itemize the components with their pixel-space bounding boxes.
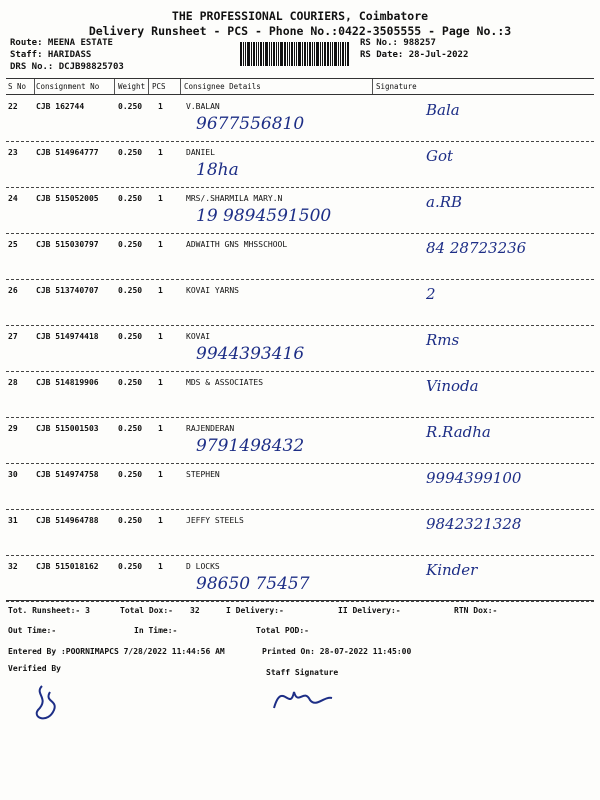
handwritten-phone: 9791498432 [196, 436, 305, 456]
row-pcs: 1 [158, 148, 163, 157]
handwritten-phone: 9944393416 [196, 344, 305, 364]
rs-date: RS Date: 28-Jul-2022 [360, 50, 469, 60]
row-consignment: CJB 515052005 [36, 194, 99, 203]
verified-signature [30, 680, 80, 730]
table-row [6, 327, 594, 373]
ii-delivery: II Delivery:- [338, 606, 401, 615]
barcode-bar [269, 42, 270, 66]
staff-signature-label: Staff Signature [266, 668, 339, 677]
table-row [6, 373, 594, 419]
row-consignee: MDS & ASSOCIATES [186, 378, 264, 387]
row-sno: 31 [8, 516, 18, 525]
col-divider [148, 79, 149, 95]
row-consignment: CJB 162744 [36, 102, 85, 111]
barcode-bar [245, 42, 246, 66]
row-pcs: 1 [158, 194, 163, 203]
row-sno: 30 [8, 470, 18, 479]
in-time: In Time:- [134, 626, 178, 635]
handwritten-signature: Bala [426, 101, 460, 119]
barcode-bar [312, 42, 313, 66]
barcode-bar [289, 42, 290, 66]
row-divider [6, 555, 594, 556]
row-divider [6, 187, 594, 188]
col-signature: Signature [376, 82, 417, 91]
header-bottom-rule [6, 94, 594, 95]
row-consignee: V.BALAN [186, 102, 220, 111]
barcode-bar [320, 42, 321, 66]
row-consignment: CJB 515001503 [36, 424, 99, 433]
table-row [6, 97, 594, 143]
handwritten-phone: 9677556810 [196, 114, 305, 134]
barcode-bar [251, 42, 252, 66]
barcode-bar [240, 42, 242, 66]
row-pcs: 1 [158, 102, 163, 111]
rtn-dox: RTN Dox:- [454, 606, 498, 615]
row-sno: 26 [8, 286, 18, 295]
row-weight: 0.250 [118, 240, 143, 249]
barcode-bar [309, 42, 311, 66]
barcode-bar [243, 42, 244, 66]
table-row [6, 143, 594, 189]
row-sno: 28 [8, 378, 18, 387]
barcode-bar [345, 42, 346, 66]
row-sno: 25 [8, 240, 18, 249]
barcode-bar [324, 42, 326, 66]
row-consignee: KOVAI [186, 332, 211, 341]
table-row [6, 419, 594, 465]
runsheet-subtitle: Delivery Runsheet - PCS - Phone No.:0422-3505555 - Page No.:3 [88, 24, 512, 38]
row-weight: 0.250 [118, 516, 143, 525]
barcode-bar [342, 42, 344, 66]
row-consignment: CJB 513740707 [36, 286, 99, 295]
row-sno: 27 [8, 332, 18, 341]
handwritten-signature: 84 28723236 [426, 239, 527, 257]
barcode-bar [294, 42, 295, 66]
barcode-bar [260, 42, 262, 66]
row-weight: 0.250 [118, 102, 143, 111]
total-pod: Total POD:- [256, 626, 309, 635]
row-consignee: RAJENDERAN [186, 424, 235, 433]
row-pcs: 1 [158, 516, 163, 525]
row-sno: 24 [8, 194, 18, 203]
row-weight: 0.250 [118, 562, 143, 571]
barcode-bar [307, 42, 308, 66]
row-divider [6, 463, 594, 464]
barcode-bar [302, 42, 303, 66]
entered-by: Entered By :POORNIMAPCS 7/28/2022 11:44:56 AM [8, 647, 225, 656]
staff-signature [268, 678, 338, 718]
row-pcs: 1 [158, 240, 163, 249]
table-row [6, 557, 594, 603]
row-divider [6, 279, 594, 280]
row-weight: 0.250 [118, 286, 143, 295]
row-pcs: 1 [158, 378, 163, 387]
barcode-bar [278, 42, 279, 66]
barcode-bar [265, 42, 268, 66]
row-consignee: JEFFY STEELS [186, 516, 244, 525]
barcode-bar [253, 42, 255, 66]
handwritten-signature: 9994399100 [426, 469, 522, 487]
company-title: THE PROFESSIONAL COURIERS, Coimbatore [171, 9, 429, 23]
row-consignee: D LOCKS [186, 562, 220, 571]
barcode-bar [304, 42, 306, 66]
row-weight: 0.250 [118, 148, 143, 157]
row-sno: 23 [8, 148, 18, 157]
row-consignment: CJB 514964788 [36, 516, 99, 525]
handwritten-signature: 2 [426, 285, 436, 303]
col-divider [114, 79, 115, 95]
row-consignment: CJB 515030797 [36, 240, 99, 249]
row-pcs: 1 [158, 332, 163, 341]
barcode-bar [330, 42, 331, 66]
table-row [6, 511, 594, 557]
handwritten-phone: 19 9894591500 [196, 206, 332, 226]
barcode-bar [280, 42, 283, 66]
table-header [6, 79, 594, 95]
barcode-bar [287, 42, 288, 66]
handwritten-phone: 98650 75457 [196, 574, 310, 594]
row-sno: 32 [8, 562, 18, 571]
handwritten-signature: a.RB [426, 193, 463, 211]
tot-runsheet: Tot. Runsheet:- 3 [8, 606, 90, 615]
row-consignee: DANIEL [186, 148, 215, 157]
row-pcs: 1 [158, 286, 163, 295]
barcode-bar [334, 42, 337, 66]
row-divider [6, 371, 594, 372]
row-sno: 29 [8, 424, 18, 433]
col-sno: S No [8, 82, 27, 91]
row-consignment: CJB 514819906 [36, 378, 99, 387]
handwritten-signature: Kinder [426, 561, 478, 579]
col-consignee: Consignee Details [184, 82, 261, 91]
verified-by: Verified By [8, 664, 61, 673]
handwritten-signature: Rms [426, 331, 460, 349]
barcode-bar [340, 42, 341, 66]
row-pcs: 1 [158, 562, 163, 571]
barcode-bar [316, 42, 319, 66]
barcode-bar [258, 42, 259, 66]
table-row [6, 281, 594, 327]
route-label: Route: MEENA ESTATE [10, 38, 113, 48]
printed-on: Printed On: 28-07-2022 11:45:00 [262, 647, 412, 656]
barcode-bar [327, 42, 329, 66]
row-weight: 0.250 [118, 332, 143, 341]
row-pcs: 1 [158, 470, 163, 479]
row-consignment: CJB 514974758 [36, 470, 99, 479]
row-divider [6, 233, 594, 234]
table-row [6, 235, 594, 281]
row-consignment: CJB 515018162 [36, 562, 99, 571]
row-divider [6, 601, 594, 602]
staff-label: Staff: HARIDASS [10, 50, 92, 60]
handwritten-phone: 18ha [196, 160, 239, 180]
barcode-bar [332, 42, 333, 66]
row-sno: 22 [8, 102, 18, 111]
drs-number: DRS No.: DCJB98825703 [10, 62, 124, 72]
col-pcs: PCS [152, 82, 166, 91]
row-divider [6, 417, 594, 418]
handwritten-signature: 9842321328 [426, 515, 522, 533]
barcode-bar [273, 42, 275, 66]
barcode-bar [298, 42, 301, 66]
barcode-bar [263, 42, 264, 66]
barcode-bar [256, 42, 257, 66]
barcode-bar [347, 42, 349, 66]
row-consignee: KOVAI YARNS [186, 286, 239, 295]
barcode-bar [338, 42, 339, 66]
col-divider [180, 79, 181, 95]
row-divider [6, 325, 594, 326]
row-pcs: 1 [158, 424, 163, 433]
col-weight: Weight [118, 82, 146, 91]
table-row [6, 189, 594, 235]
barcode-bar [247, 42, 250, 66]
row-consignee: ADWAITH GNS MHSSCHOOL [186, 240, 288, 249]
barcode-bar [271, 42, 272, 66]
row-divider [6, 141, 594, 142]
handwritten-signature: Vinoda [426, 377, 479, 395]
barcode-bar [284, 42, 286, 66]
barcode [240, 42, 350, 66]
col-divider [372, 79, 373, 95]
out-time: Out Time:- [8, 626, 57, 635]
table-row [6, 465, 594, 511]
total-dox-value: 32 [190, 606, 200, 615]
i-delivery: I Delivery:- [226, 606, 284, 615]
barcode-bar [322, 42, 323, 66]
handwritten-signature: Got [426, 147, 454, 165]
row-divider [6, 509, 594, 510]
handwritten-signature: R.Radha [426, 423, 491, 441]
barcode-bar [276, 42, 277, 66]
row-weight: 0.250 [118, 194, 143, 203]
col-divider [34, 79, 35, 95]
barcode-bar [314, 42, 315, 66]
total-dox-label: Total Dox:- [120, 606, 173, 615]
row-weight: 0.250 [118, 424, 143, 433]
row-weight: 0.250 [118, 470, 143, 479]
row-consignee: STEPHEN [186, 470, 220, 479]
row-weight: 0.250 [118, 378, 143, 387]
row-consignment: CJB 514974418 [36, 332, 99, 341]
row-consignee: MRS/.SHARMILA MARY.N [186, 194, 283, 203]
rs-number: RS No.: 988257 [360, 38, 436, 48]
footer-rule [6, 600, 594, 601]
row-consignment: CJB 514964777 [36, 148, 99, 157]
barcode-bar [291, 42, 293, 66]
col-consignment: Consignment No [36, 82, 100, 91]
barcode-bar [296, 42, 297, 66]
